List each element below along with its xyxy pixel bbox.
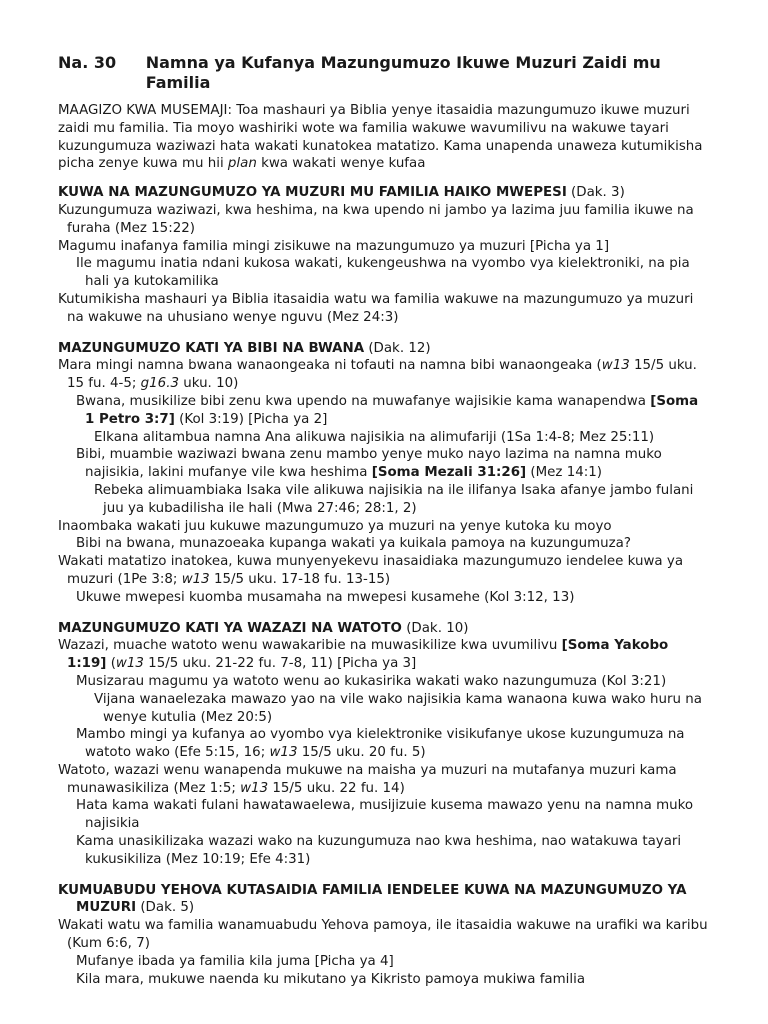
point-text: Bibi, muambie waziwazi bwana zenu mambo yenye muko nayo lazima na namna muko najisikia, lakini mufanye vile kwa heshima (76, 447, 662, 481)
outline-point-level-1 (76, 797, 710, 833)
point-text: Wakati watu wa familia wanamuabudu Yehova pamoya, ile itasaidia wakuwe na urafiki wa karibu (Kum 6:6, 7) (58, 918, 708, 952)
outline-point-level-0 (58, 357, 710, 393)
section-heading-text: MAZUNGUMUZO KATI YA BIBI NA BWANA (58, 340, 365, 356)
point-text: ( (106, 656, 116, 672)
outline-point-level-2 (94, 429, 710, 447)
point-text: Ukuwe mwepesi kuomba musamaha na mwepesi kusamehe (Kol 3:12, 13) (76, 589, 575, 605)
scripture-reading: [Soma 1 Petro 3:7] (85, 393, 699, 427)
outline-point-level-1 (76, 673, 710, 691)
point-text: Vijana wanaelezaka mawazo yao na vile wako najisikia kama wanaona kuwa wako huru na wenye kutulia (Mez 20:5) (94, 691, 702, 725)
scripture-reading: [Soma Mezali 31:26] (371, 465, 527, 481)
point-text: Magumu inafanya familia mingi zisikuwe na mazungumuzo ya muzuri [Picha ya 1] (58, 238, 610, 254)
outline-section (58, 184, 710, 326)
point-text: Bibi na bwana, munazoeaka kupanga wakati ya kuikala pamoya na kuzungumuza? (76, 536, 631, 552)
outline-point-level-1 (76, 589, 710, 607)
section-heading (58, 340, 710, 358)
point-text: Kama unasikilizaka wazazi wako na kuzungumuza nao kwa heshima, nao watakuwa tayari kukusikiliza (Mez 10:19; Efe 4:31) (76, 834, 682, 867)
reference-publication: w13 (181, 571, 210, 587)
point-text: Kila mara, mukuwe naenda ku mikutano ya Kikristo pamoya mukiwa familia (76, 971, 586, 987)
title-text: Namna ya Kufanya Mazungumuzo Ikuwe Muzuri Zaidi mu Familia (145, 53, 661, 92)
outline-point-level-1 (76, 953, 710, 971)
outline-point-level-0 (58, 202, 710, 238)
outline-point-level-0 (58, 637, 710, 673)
point-text: 15/5 uku. 20 fu. 5) (297, 745, 426, 761)
outline-point-level-2 (94, 482, 710, 518)
point-text: Bwana, musikilize bibi zenu kwa upendo na muwafanye wajisikie kama wanapendwa (76, 393, 651, 409)
point-text: Mufanye ibada ya familia kila juma [Picha ya 4] (76, 953, 394, 969)
section-heading-text: KUWA NA MAZUNGUMUZO YA MUZURI MU FAMILIA HAIKO MWEPESI (58, 185, 567, 201)
point-text: 15/5 uku. 17-18 fu. 13-15) (209, 571, 391, 587)
outline-point-level-1 (76, 255, 710, 291)
page-title (58, 53, 710, 93)
outline-point-level-0 (58, 518, 710, 536)
point-text: Mambo mingi ya kufanya ao vyombo vya kielektronike visikufanye ukose kuzungumuza na watoto wako (Efe 5:15, 16; (76, 727, 685, 761)
outline-point-level-0 (58, 917, 710, 953)
outline-sections (58, 184, 710, 988)
point-text: Rebeka alimuambiaka Isaka vile alikuwa najisikia na ile ilifanya Isaka afanye jambo fulani juu ya kubadilisha ile hali (Mwa 27:46; 28:1, 2) (94, 482, 694, 516)
outline-section (58, 340, 710, 607)
title-number: Na. 30 (58, 53, 117, 72)
outline-point-level-1 (76, 971, 710, 989)
section-heading (58, 882, 710, 918)
point-text: Musizarau magumu ya watoto wenu ao kukasirika wakati wako nazungumuza (Kol 3:21) (76, 673, 667, 689)
point-text: uku. 10) (178, 376, 239, 392)
intro-italic-word: plan (227, 156, 257, 172)
point-text: Hata kama wakati fulani hawatawaelewa, musijizuie kusema mawazo yenu na namna muko najisikia (76, 798, 694, 832)
point-text: Watoto, wazazi wenu wanapenda mukuwe na maisha ya muzuri na mutafanya muzuri kama munawasikiliza (Mez 1:5; (58, 762, 677, 796)
section-heading-text: KUMUABUDU YEHOVA KUTASAIDIA FAMILIA IENDELEE KUWA NA MAZUNGUMUZO YA MUZURI (58, 882, 687, 916)
section-duration: (Dak. 5) (136, 900, 195, 916)
point-text: Ile magumu inatia ndani kukosa wakati, kukengeushwa na vyombo vya kielektroniki, na pia hali ya kutokamilika (76, 256, 690, 290)
outline-point-level-1 (76, 535, 710, 553)
outline-section (58, 620, 710, 869)
point-text: Kutumikisha mashauri ya Biblia itasaidia watu wa familia wakuwe na mazungumuzo ya muzuri na wakuwe na uhusiano wenye nguvu (Mez 24:3) (58, 291, 694, 325)
point-text: Wazazi, muache watoto wenu wawakaribie na muwasikilize kwa uvumilivu (58, 638, 562, 654)
speaker-instructions (58, 102, 710, 173)
reference-publication: w13 (269, 745, 298, 761)
reference-publication: w13 (115, 656, 144, 672)
section-duration: (Dak. 3) (566, 185, 625, 201)
section-duration: (Dak. 12) (364, 340, 431, 356)
outline-point-level-0 (58, 291, 710, 327)
outline-point-level-1 (76, 726, 710, 762)
section-heading (58, 620, 710, 638)
point-text: Elkana alitambua namna Ana alikuwa najisikia na alimufariji (1Sa 1:4-8; Mez 25:11) (94, 429, 655, 445)
outline-point-level-1 (76, 833, 710, 869)
point-text: Mara mingi namna bwana wanaongeaka ni tofauti na namna bibi wanaongeaka ( (58, 358, 602, 374)
outline-section (58, 882, 710, 989)
intro-text: MAAGIZO KWA MUSEMAJI: Toa mashauri ya Biblia yenye itasaidia mazungumuzo ikuwe muzuri zaidi mu familia. Tia moyo washiriki wote wa familia wakuwe wavumilivu na wakuwe tayari kuzungumuza waziwazi hata wakati kunatokea matatizo. Kama unapenda unaweza kutumikisha picha zenye kuwa mu hii (58, 103, 703, 172)
reference-publication: w13 (240, 780, 269, 796)
point-text: Wakati matatizo inatokea, kuwa munyenyekevu inasaidiaka mazungumuzo iendelee kuwa ya muzuri (1Pe 3:8; (58, 554, 684, 587)
section-heading-text: MAZUNGUMUZO KATI YA WAZAZI NA WATOTO (58, 620, 402, 636)
point-text: (Mez 14:1) (526, 465, 602, 481)
outline-point-level-1 (76, 393, 710, 429)
point-text: Inaombaka wakati juu kukuwe mazungumuzo ya muzuri na yenye kutoka ku moyo (58, 518, 612, 534)
section-duration: (Dak. 10) (401, 620, 469, 636)
scripture-reading: [Soma Yakobo 1:19] (67, 638, 669, 672)
section-heading (58, 184, 710, 202)
point-text: 15/5 uku. 21-22 fu. 7-8, 11) [Picha ya 3] (143, 656, 417, 672)
outline-point-level-0 (58, 762, 710, 798)
point-text: Kuzungumuza waziwazi, kwa heshima, na kwa upendo ni jambo ya lazima juu familia ikuwe na furaha (Mez 15:22) (58, 202, 694, 236)
outline-point-level-0 (58, 553, 710, 589)
outline-point-level-2 (94, 691, 710, 727)
outline-point-level-1 (76, 446, 710, 482)
point-text: 15/5 uku. 15 fu. 4-5; (67, 358, 697, 392)
point-text: 15/5 uku. 22 fu. 14) (268, 780, 405, 796)
intro-text-end: kwa wakati wenye kufaa (256, 156, 426, 172)
reference-publication: w13 (601, 358, 630, 374)
reference-publication: g16.3 (140, 376, 179, 392)
outline-point-level-0 (58, 238, 710, 256)
point-text: (Kol 3:19) [Picha ya 2] (174, 411, 328, 427)
